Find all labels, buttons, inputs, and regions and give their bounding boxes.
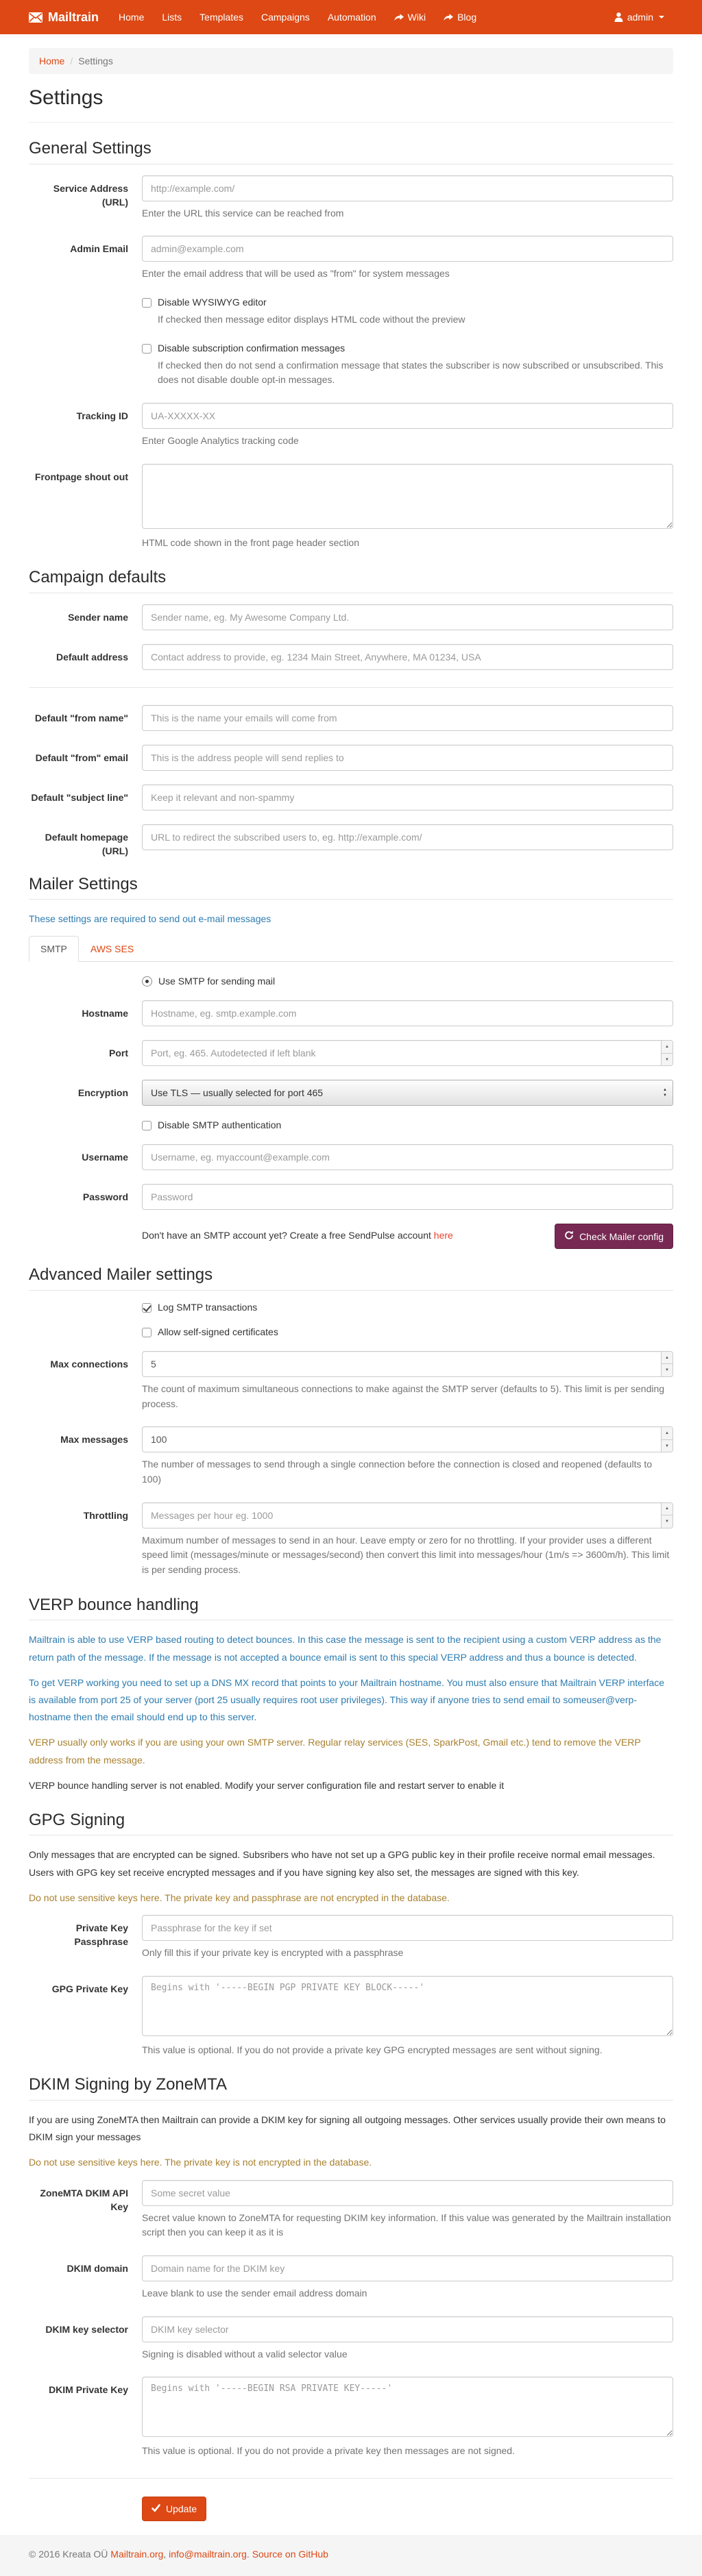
check-mailer-config-label: Check Mailer config [579,1230,664,1242]
field-row-throttling [29,1502,673,1579]
private-key-passphrase-input[interactable] [142,1915,673,1941]
nav-item-automation[interactable] [319,0,385,34]
field-label: Max messages [60,1434,128,1446]
tab-smtp[interactable]: SMTP [29,936,79,962]
spinner-down-icon[interactable]: ▼ [662,1515,673,1528]
field-label: DKIM key selector [45,2323,128,2335]
field-label: Default homepage (URL) [45,832,128,857]
field-row-dkim-domain [29,2255,673,2303]
field-label: DKIM domain [66,2262,128,2274]
field-row-smtp-username [29,1144,673,1170]
sender-name-input[interactable] [142,604,673,630]
max-connections-spinner[interactable] [661,1352,673,1376]
default-subject-line-input[interactable] [142,784,673,810]
checkbox-icon [142,344,152,354]
section-heading: DKIM Signing by ZoneMTA [29,2075,673,2101]
field-help: HTML code shown in the front page header section [142,536,360,548]
note-paragraph: Mailtrain is able to use VERP based routing to detect bounces. In this case the message is sent to the recipient using a custom VERP address as the return path of the message. If the message is not accepted a bounce email is sent to this special VERP address and thus a bounce is detected. [29,1634,662,1663]
field-label: Private Key Passphrase [74,1922,128,1948]
breadcrumb-current: Settings [78,55,113,66]
footer-copyright: © 2016 Kreata OÜ [29,2549,111,2560]
footer-separator-2: . [246,2549,252,2560]
checkbox-row-log-smtp [29,1302,673,1313]
main-nav [110,0,485,34]
breadcrumb-home-link[interactable]: Home [39,55,65,66]
field-row-default-from-email [29,745,673,771]
check-mailer-config-button[interactable] [555,1224,673,1249]
caret-down-icon [659,16,664,18]
label-spacer [29,343,128,389]
encryption-select[interactable] [142,1080,673,1106]
note-paragraph: VERP usually only works if you are using your own SMTP server. Regular relay services (SES, SparkPost, Gmail etc.) tend to remove the VERP address from the message. [29,1737,641,1766]
section-campaign-defaults [29,568,673,858]
note-paragraph: To get VERP working you need to set up a DNS MX record that points to your Mailtrain hostname. You must also ensure that Mailtrain VERP interface is available from port 25 of your server (port 25 usually requires root user privileges). This way if anyone tries to send email to someuser@verp-hostname then the email should end up to this server. [29,1676,665,1723]
label-spacer [29,297,128,329]
spinner-up-icon[interactable]: ▲ [662,1041,673,1054]
field-row-hostname [29,1000,673,1026]
field-label: Encryption [77,1087,128,1099]
external-link-icon [394,14,404,21]
disable-smtp-auth-checkbox[interactable] [142,1119,673,1130]
field-label: Hostname [82,1008,128,1019]
use-smtp-radio[interactable] [142,976,673,987]
field-help: This value is optional. If you do not provide a private key GPG encrypted messages are sent without signing. [142,2044,603,2055]
admin-email-input[interactable] [142,236,673,262]
field-row-sender-name [29,604,673,630]
select-arrows-icon: ▲ ▼ [663,1088,667,1098]
throttling-input[interactable] [142,1502,673,1528]
check-icon [152,2503,160,2514]
throttling-spinner[interactable] [661,1503,673,1528]
field-row-service-address [29,175,673,223]
update-button-label: Update [166,2503,197,2514]
footer-link-mailtrain[interactable]: Mailtrain.org [110,2549,164,2560]
field-row-default-from-name [29,705,673,731]
nav-item-blog[interactable] [435,0,485,34]
spinner-down-icon[interactable]: ▼ [662,1440,673,1452]
field-help: This value is optional. If you do not provide a private key then messages are not signed. [142,2445,515,2457]
external-link-icon [444,14,453,21]
nav-item-label: Wiki [407,12,426,23]
field-help: Enter the email address that will be used as "from" for system messages [142,268,450,280]
title-divider [29,122,673,123]
checkbox-icon [142,1303,152,1313]
nav-item-campaigns[interactable] [252,0,319,34]
field-help: Enter Google Analytics tracking code [142,435,299,447]
allow-self-signed-checkbox[interactable] [142,1326,673,1337]
field-label: GPG Private Key [51,1983,128,1994]
section-gpg-signing [29,1811,673,2059]
checkbox-row-disable-smtp-auth [29,1119,673,1130]
max-messages-input[interactable] [142,1426,673,1452]
field-help: Signing is disabled without a valid selector value [142,2348,348,2360]
nav-item-label: Home [119,12,145,23]
section-divider [29,687,673,688]
field-label: Max connections [50,1358,128,1370]
field-label: Default address [56,652,128,662]
default-from-name-input[interactable] [142,705,673,731]
note-paragraph: These settings are required to send out e-mail messages [29,913,271,925]
radio-label: Use SMTP for sending mail [158,976,276,987]
envelope-icon [29,12,43,23]
log-smtp-checkbox[interactable] [142,1302,673,1313]
section-heading: Campaign defaults [29,568,673,593]
nav-item-label: Blog [457,12,477,23]
spinner-down-icon[interactable]: ▼ [662,1054,673,1066]
field-label: Service Address (URL) [53,182,128,208]
field-help: Leave blank to use the sender email address domain [142,2287,367,2299]
field-label: Admin Email [70,243,128,255]
checkbox-row-disable-confirmation [29,343,673,389]
field-row-dkim-private-key [29,2377,673,2460]
field-label: Username [82,1152,128,1163]
field-label: Default "subject line" [31,792,128,803]
nav-item-templates[interactable] [191,0,252,34]
max-messages-stepper [142,1426,673,1452]
default-from-email-input[interactable] [142,745,673,771]
tracking-id-input[interactable] [142,403,673,429]
section-dkim-signing-by-zonemta [29,2075,673,2460]
brand-label: Mailtrain [48,10,99,24]
breadcrumb [29,48,673,74]
label-spacer [29,1119,128,1130]
radio-icon [142,976,152,987]
footer [0,2535,702,2576]
checkbox-row-allow-self-signed [29,1326,673,1337]
spinner-up-icon[interactable]: ▲ [662,1427,673,1440]
navbar [0,0,702,34]
field-label: Throttling [83,1509,128,1521]
section-heading: Mailer Settings [29,875,673,900]
field-row-dkim-key-selector [29,2316,673,2364]
section-general-settings [29,139,673,552]
tab-aws-ses[interactable]: AWS SES [90,943,134,955]
checkbox-row-disable-wysiwyg [29,297,673,329]
checkbox-label: Log SMTP transactions [158,1301,258,1313]
section-heading: VERP bounce handling [29,1596,673,1621]
field-label: Sender name [68,612,128,623]
select-value: Use TLS — usually selected for port 465 [151,1087,324,1099]
spinner-up-icon[interactable]: ▲ [662,1352,673,1365]
field-label: Password [82,1191,128,1203]
field-label: Default "from" email [35,752,128,763]
field-help: Enter the URL this service can be reached from [142,207,344,219]
section-heading: General Settings [29,139,673,164]
note-paragraph: If you are using ZoneMTA then Mailtrain can provide a DKIM key for signing all outgoing messages. Other services usually provide their own means to DKIM sign your messages [29,2114,666,2143]
smtp-username-input[interactable] [142,1144,673,1170]
user-icon [614,12,623,22]
disable-wysiwyg-checkbox[interactable] [142,297,673,308]
nav-item-home[interactable] [110,0,153,34]
breadcrumb-separator: / [70,55,73,66]
field-label: DKIM Private Key [49,2384,128,2396]
checkbox-icon [142,1328,152,1337]
dkim-key-selector-input[interactable] [142,2316,673,2342]
field-help: The count of maximum simultaneous connections to make against the SMTP server (defaults to 5). This limit is per sending process. [142,1383,665,1409]
field-label: Frontpage shout out [34,471,128,482]
field-row-port [29,1040,673,1066]
note-paragraph: VERP bounce handling server is not enabled. Modify your server configuration file and restart server to enable it [29,1779,505,1791]
field-row-default-homepage [29,824,673,858]
field-help: The number of messages to send through a single connection before the connection is closed and reopened (defaults to 100) [142,1459,653,1485]
nav-item-wiki[interactable] [385,0,435,34]
checkbox-icon [142,1121,152,1130]
field-row-smtp-password [29,1184,673,1210]
brand-link[interactable] [29,0,110,34]
field-row-encryption [29,1080,673,1106]
spinner-down-icon[interactable]: ▼ [662,1364,673,1376]
field-row-frontpage-shout-out [29,464,673,552]
section-verp-bounce-handling [29,1596,673,1794]
field-row-tracking-id [29,403,673,450]
mailer-tabs [29,936,673,962]
footer-separator-1: , [163,2549,169,2560]
field-row-admin-email [29,236,673,283]
checkbox-label: Disable SMTP authentication [158,1119,282,1131]
dkim-domain-input[interactable] [142,2255,673,2281]
field-label: ZoneMTA DKIM API Key [40,2187,128,2212]
field-help: Maximum number of messages to send in an hour. Leave empty or zero for no throttling. If your provider uses a different speed limit (messages/minute or messages/second) then convert this limit into messages/hour (1m/s => 3600m/h). This limit is per sending process. [142,1534,670,1576]
default-address-input[interactable] [142,644,673,670]
note-paragraph: Do not use sensitive keys here. The private key and passphrase are not encrypted in the database. [29,1892,450,1903]
default-homepage-input[interactable] [142,824,673,850]
label-spacer [29,1224,128,1249]
nav-item-lists[interactable] [153,0,191,34]
gpg-private-key-textarea[interactable] [142,1976,673,2036]
label-spacer [29,1302,128,1313]
field-row-max-messages [29,1426,673,1488]
max-connections-stepper [142,1351,673,1377]
field-label: Default "from name" [34,713,128,723]
smtp-password-input[interactable] [142,1184,673,1210]
max-messages-spinner[interactable] [661,1427,673,1452]
sendpulse-here-link[interactable]: here [433,1230,453,1241]
field-label: Tracking ID [76,410,128,422]
field-row-max-connections [29,1351,673,1413]
checkbox-label: Allow self-signed certificates [158,1326,278,1337]
checkbox-label: Disable WYSIWYG editor [158,296,267,308]
hostname-input[interactable] [142,1000,673,1026]
field-row-default-address [29,644,673,670]
field-help: If checked then do not send a confirmation message that states the subscriber is now subscribed or unsubscribed. This does not disable double opt-in messages. [158,359,664,386]
spinner-up-icon[interactable]: ▲ [662,1503,673,1516]
section-advanced-mailer-settings [29,1265,673,1578]
field-label: Port [109,1048,128,1059]
field-row-private-key-passphrase [29,1915,673,1962]
checkbox-label: Disable subscription confirmation messages [158,342,346,354]
disable-confirmation-checkbox[interactable] [142,343,673,354]
note-paragraph: Do not use sensitive keys here. The private key is not encrypted in the database. [29,2157,372,2168]
max-connections-input[interactable] [142,1351,673,1377]
note-paragraph: Only messages that are encrypted can be signed. Subsribers who have not set up a GPG public key in their profile receive normal email messages. Users with GPG key set receive encrypted messages and if you have signing key also set, the messages are signed with this key. [29,1849,655,1878]
refresh-icon [564,1230,574,1242]
checkbox-icon [142,298,152,308]
dkim-private-key-textarea[interactable] [142,2377,673,2437]
label-spacer [29,976,128,987]
user-name: admin [627,12,653,23]
radio-row-use-smtp [29,976,673,987]
throttling-stepper [142,1502,673,1528]
field-row-gpg-private-key [29,1976,673,2059]
nav-item-label: Lists [162,12,182,23]
label-spacer [29,1326,128,1337]
nav-item-label: Automation [327,12,376,23]
user-menu[interactable] [605,0,673,34]
bottom-divider [29,2478,673,2479]
field-row-default-subject-line [29,784,673,810]
section-heading: Advanced Mailer settings [29,1265,673,1291]
sendpulse-text: Don't have an SMTP account yet? Create a free SendPulse account [142,1230,434,1241]
service-address-input[interactable] [142,175,673,201]
field-help: Secret value known to ZoneMTA for requesting DKIM key information. If this value was generated by the Mailtrain installation script then you can keep it as it is [142,2212,671,2238]
nav-item-label: Campaigns [261,12,310,23]
sendpulse-note [142,1230,453,1241]
section-heading: GPG Signing [29,1811,673,1836]
port-spinner[interactable] [661,1041,673,1065]
footer-link-email[interactable]: info@mailtrain.org [169,2549,247,2560]
section-mailer-settings [29,875,673,1250]
field-row-zonemta-dkim-api-key [29,2180,673,2242]
port-input[interactable] [142,1040,673,1066]
page-title: Settings [29,86,104,109]
nav-item-label: Templates [199,12,243,23]
update-button[interactable] [142,2497,206,2521]
field-help: If checked then message editor displays HTML code without the preview [158,313,465,325]
zonemta-dkim-api-key-input[interactable] [142,2180,673,2206]
field-help: Only fill this if your private key is encrypted with a passphrase [142,1947,404,1959]
port-stepper [142,1040,673,1066]
mailer-check-row [29,1224,673,1249]
frontpage-shout-out-textarea[interactable] [142,464,673,529]
update-label-spacer [29,2497,128,2521]
footer-link-github[interactable]: Source on GitHub [252,2549,328,2560]
